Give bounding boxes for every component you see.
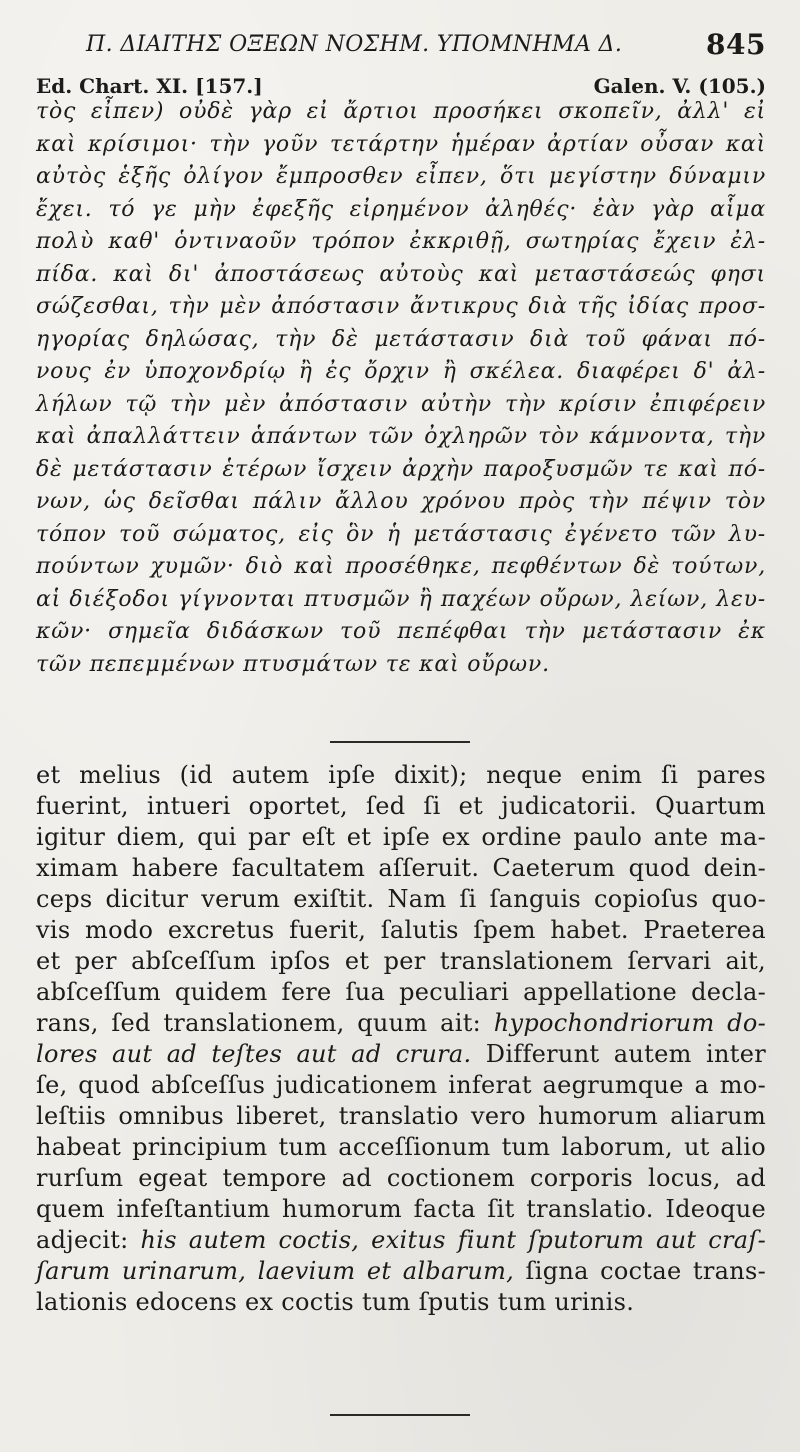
greek-line: δὲ μετάστασιν ἑτέρων ἴσχειν ἀρχὴν παροξυσμῶν τε καὶ πό- <box>36 456 766 482</box>
latin-roman-text: et per abſceſſum ipſos et per translationem ſervari ait, <box>36 947 766 975</box>
latin-roman-text: leſtiis omnibus liberet, translatio vero humorum aliarum <box>36 1102 766 1130</box>
latin-roman-text: et melius (id autem ipſe dixit); neque enim ſi pares <box>36 761 766 789</box>
latin-line <box>36 1101 766 1132</box>
latin-roman-text: adjecit: <box>36 1226 141 1254</box>
greek-line: τὸς εἶπεν) οὐδὲ γὰρ εἰ ἄρτιοι προσήκει σκοπεῖν, ἀλλ' εἰ <box>36 99 766 124</box>
latin-roman-text: ximam habere facultatem aſſeruit. Caeterum quod dein- <box>36 854 766 882</box>
greek-line: κῶν· σημεῖα διδάσκων τοῦ πεπέφθαι τὴν μετάστασιν ἐκ <box>36 619 766 644</box>
latin-line <box>36 1256 766 1287</box>
page-header <box>86 30 766 62</box>
latin-line <box>36 853 766 884</box>
edition-galen-reference: Galen. V. (105.) <box>593 74 766 98</box>
latin-line <box>36 791 766 822</box>
latin-roman-text: rans, ſed translationem, quum ait: <box>36 1009 494 1037</box>
greek-line: πούντων χυμῶν· διὸ καὶ προσέθηκε, πεφθέντων δὲ τούτων, <box>36 554 766 579</box>
page-number: 845 <box>706 28 766 61</box>
latin-quotation-italic: ſarum urinarum, laevium et albarum, <box>36 1257 515 1285</box>
latin-roman-text: quem infeſtantium humorum facta ſit translatio. Ideoque <box>36 1195 766 1223</box>
latin-roman-text: ſe, quod abſceſſus judicationem inferat aegrumque a mo- <box>36 1071 766 1099</box>
latin-line <box>36 977 766 1008</box>
greek-line: λήλων τῷ τὴν μὲν ἀπόστασιν αὐτὴν τὴν κρίσιν ἐπιφέρειν <box>36 391 766 417</box>
latin-line <box>36 1163 766 1194</box>
latin-quotation-italic: his autem coctis, exitus fiunt ſputorum aut craſ- <box>140 1226 766 1254</box>
greek-line: τῶν πεπεμμένων πτυσμάτων τε καὶ οὔρων. <box>36 651 550 677</box>
greek-line: αὐτὸς ἑξῆς ὀλίγον ἔμπροσθεν εἶπεν, ὅτι μεγίστην δύναμιν <box>36 164 766 189</box>
greek-line: ηγορίας δηλώσας, τὴν δὲ μετάστασιν διὰ τοῦ φάναι πό- <box>36 326 766 352</box>
section-separator-rule <box>330 741 470 743</box>
latin-line <box>36 915 766 946</box>
latin-quotation-italic: lores aut ad teſtes aut ad crura. <box>36 1040 472 1068</box>
latin-roman-text: vis modo excretus fuerit, ſalutis ſpem habet. Praeterea <box>36 916 766 944</box>
edition-chartier-reference: Ed. Chart. XI. [157.] <box>36 74 263 98</box>
latin-line <box>36 1287 766 1318</box>
latin-line <box>36 1008 766 1039</box>
greek-line: πολὺ καθ' ὁντιναοῦν τρόπον ἐκκριθῇ, σωτηρίας ἔχειν ἐλ- <box>36 229 766 254</box>
latin-roman-text: ſigna coctae trans- <box>514 1257 766 1285</box>
latin-line <box>36 1039 766 1070</box>
latin-line <box>36 946 766 977</box>
latin-line <box>36 1225 766 1256</box>
latin-roman-text: fuerint, intueri oportet, ſed ſi et judicatorii. Quartum <box>36 792 766 820</box>
running-head: Π. ΔΙΑΙΤΗΣ ΟΞΕΩΝ ΝΟΣΗΜ. ΥΠΟΜΝΗΜΑ Δ. <box>86 32 623 57</box>
latin-line <box>36 1070 766 1101</box>
greek-line: σώζεσθαι, τὴν μὲν ἀπόστασιν ἄντικρυς διὰ τῆς ἰδίας προσ- <box>36 294 766 319</box>
latin-line <box>36 760 766 791</box>
latin-quotation-italic: hypochondriorum do- <box>493 1009 766 1037</box>
latin-line <box>36 1194 766 1225</box>
greek-line: καὶ κρίσιμοι· τὴν γοῦν τετάρτην ἡμέραν ἀρτίαν οὖσαν καὶ <box>36 131 766 157</box>
greek-line: καὶ ἀπαλλάττειν ἁπάντων τῶν ὀχληρῶν τὸν κάμνοντα, τὴν <box>36 424 766 449</box>
greek-line: πίδα. καὶ δι' ἀποστάσεως αὐτοὺς καὶ μεταστάσεώς φησι <box>36 261 766 287</box>
greek-line: νων, ὡς δεῖσθαι πάλιν ἄλλου χρόνου πρὸς τὴν πέψιν τὸν <box>36 489 766 514</box>
greek-line: νους ἐν ὑποχονδρίῳ ἢ ἐς ὄρχιν ἢ σκέλεα. διαφέρει δ' ἀλ- <box>36 359 766 384</box>
latin-roman-text: rurſum egeat tempore ad coctionem corporis locus, ad <box>36 1164 766 1192</box>
latin-line <box>36 884 766 915</box>
latin-roman-text: ceps dicitur verum exiſtit. Nam ſi ſanguis copioſus quo- <box>36 885 766 913</box>
latin-roman-text: igitur diem, qui par eſt et ipſe ex ordine paulo ante ma- <box>36 823 766 851</box>
greek-line: αἱ διέξοδοι γίγνονται πτυσμῶν ἢ παχέων οὔρων, λείων, λευ- <box>36 586 766 612</box>
latin-text-block <box>36 760 766 1318</box>
latin-roman-text: habeat principium tum acceſſionum tum laborum, ut alio <box>36 1133 766 1161</box>
latin-roman-text: Differunt autem inter <box>471 1040 766 1068</box>
latin-roman-text: abſceſſum quidem fere ſua peculiari appellatione decla- <box>36 978 766 1006</box>
latin-roman-text: lationis edocens ex coctis tum ſputis tum urinis. <box>36 1288 635 1316</box>
latin-line <box>36 1132 766 1163</box>
greek-text-block <box>36 96 766 681</box>
bottom-separator-rule <box>330 1414 470 1416</box>
greek-line: τόπον τοῦ σώματος, εἰς ὃν ἡ μετάστασις ἐγένετο τῶν λυ- <box>36 521 766 547</box>
greek-line: ἔχει. τό γε μὴν ἐφεξῆς εἰρημένον ἀληθές· ἐὰν γὰρ αἷμα <box>36 196 766 222</box>
latin-line <box>36 822 766 853</box>
